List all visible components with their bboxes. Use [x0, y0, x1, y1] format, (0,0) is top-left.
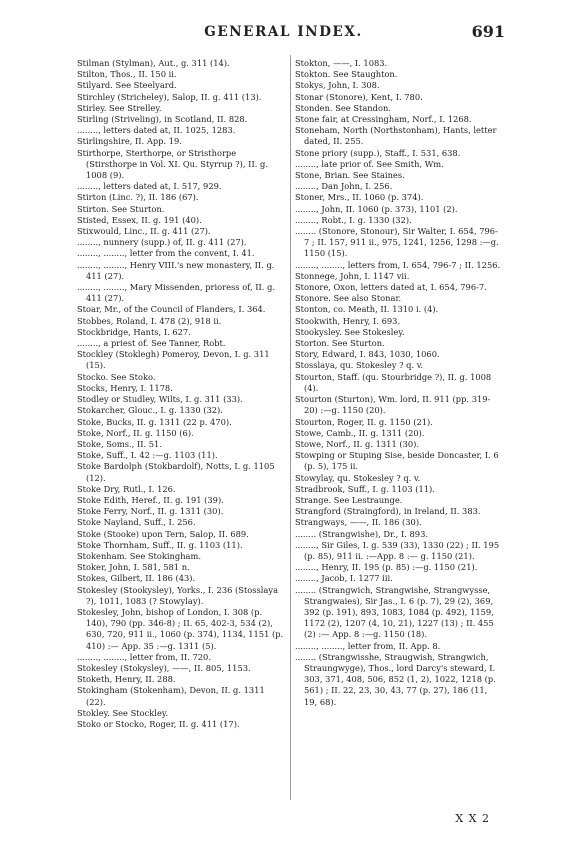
index-entry: Stonar (Stonore), Kent, I. 780. [295, 91, 423, 102]
index-entry: Stoke Ferry, Norf., II. g. 1311 (30). [77, 506, 224, 517]
printer-signature: X X 2 [455, 812, 490, 825]
index-entry: ........, ........, letter from the convent, I. 41. [77, 248, 255, 259]
index-entry: Stirthorpe, Sterthorpe, or Stristhorpe (Stirsthorpe in Vol. XI. Qu. Styrrup ?), II. g. 1008 (9). [77, 147, 268, 181]
index-entry: Stockbridge, Hants, I. 627. [77, 326, 191, 337]
index-entry: ........ (Strangwich, Strangwishe, Strangwysse, Strangwaies), Sir Jas., I. 6 (p. 7), 29 (2), 369, 392 (p. 191), 893, 1083, 1084 (p. 492), 1159, 1172 (2), 1207 (4, 10, 21), 1227 (13) ; II. 455 (2) :— App. 8 :—g. 1150 (18). [295, 584, 494, 640]
index-entry: ........, ........, letter from, II. App. 8. [295, 640, 441, 651]
index-entry: Stoketh, Henry, II. 288. [77, 674, 176, 685]
index-entry: Stokesley (Stookysley), Yorks., I. 236 (Stosslaya ?), 1011, 1083 (? Stowylay). [77, 584, 279, 606]
index-entry: ........, letters dated at, II. 1025, 1283. [77, 125, 236, 136]
index-entry: Stoke, Suff., I. 42 :—g. 1103 (11). [77, 450, 218, 461]
index-entry: Stocko. See Stoko. [77, 371, 156, 382]
index-entry: ........ (Strangwisshe, Straugwish, Strangwich, Straungwyge), Thos., lord Darcy's steward, I. 303, 371, 408, 506, 852 (1, 2), 1022, 1218 (p. 561) ; II. 22, 23, 30, 43, 77 (p. 27), 186 (11, 19, 68). [295, 651, 496, 707]
page-header [0, 24, 567, 44]
index-entry: Stoke, Norf., II. g. 1150 (6). [77, 427, 194, 438]
index-entry: Stokton, ——, I. 1083. [295, 58, 388, 68]
index-entry: Stoke Dry, Rutl., I. 126. [77, 483, 176, 494]
index-entry: Stowe, Norf., II. g. 1311 (30). [295, 438, 420, 449]
index-entry: Stilyard. See Steelyard. [77, 80, 177, 91]
index-entry: Stoner, Mrs., II. 1060 (p. 374). [295, 192, 424, 203]
index-entry: ........, nunnery (supp.) of, II. g. 411 (27). [77, 237, 247, 248]
index-entry: Stonore, Oxon, letters dated at, I. 654, 796-7. [295, 282, 487, 293]
index-entry: Stixwould, Linc., II. g. 411 (27). [77, 226, 211, 237]
index-entry: Stockley (Stoklegh) Pomeroy, Devon, I. g. 311 (15). [77, 349, 270, 371]
index-entry: Stoke Nayland, Suff., I. 256. [77, 517, 196, 528]
index-entry: Stoke, Bucks, II. g. 1311 (22 p. 470). [77, 416, 232, 427]
index-entry: ........, John, II. 1060 (p. 373), 1101 (2). [295, 203, 458, 214]
index-entry: Stoke, Soms., II. 51. [77, 438, 162, 449]
index-entry: Stonnege, John, I. 1147 vii. [295, 270, 410, 281]
index-entry: Strangways, ——, II. 186 (30). [295, 517, 422, 528]
index-entry: ........ (Strangwishe), Dr., I. 893. [295, 528, 428, 539]
index-entry: Stilton, Thos., II. 150 ii. [77, 69, 177, 80]
index-entry: Stowping or Stuping Sise, beside Doncaster, I. 6 (p. 5), 175 ii. [295, 450, 499, 472]
index-entry: Stokton. See Staughton. [295, 69, 398, 80]
index-entry: Stourton, Roger, II. g. 1150 (21). [295, 416, 433, 427]
index-entry: Strange. See Lestraunge. [295, 494, 403, 505]
index-entry: Stirlingshire, II. App. 19. [77, 136, 182, 147]
index-entry: ........, late prior of. See Smith, Wm. [295, 158, 444, 169]
page-number: 691 [471, 22, 505, 41]
index-entry: Stokarcher, Glouc., I. g. 1330 (32). [77, 405, 223, 416]
index-entry: Stowe, Camb., II. g. 1311 (20). [295, 427, 425, 438]
column-divider [290, 55, 291, 800]
index-entry: Stokys, John, I. 308. [295, 80, 380, 91]
index-entry: Stokingham (Stokenham), Devon, II. g. 1311 (22). [77, 685, 265, 707]
index-entry: ........, a priest of. See Tanner, Robt. [77, 338, 226, 349]
index-entry: Stokes, Gilbert, II. 186 (43). [77, 573, 196, 584]
index-entry: Stradbrook, Suff., I. g. 1103 (11). [295, 483, 435, 494]
index-entry: Stosslaya, qu. Stokesley ? q. v. [295, 360, 424, 371]
index-entry: ........, Henry, II. 195 (p. 85) :—g. 1150 (21). [295, 562, 478, 573]
index-entry: ........, ........, Mary Missenden, prioress of, II. g. 411 (27). [77, 282, 276, 304]
index-entry: Storton. See Sturton. [295, 338, 385, 349]
index-entry: Stonore. See also Stonar. [295, 293, 402, 304]
index-entry: Stirton. See Sturton. [77, 203, 165, 214]
page-title: GENERAL INDEX. [204, 24, 363, 40]
index-entry: ........, Sir Giles, I. g. 539 (33), 1330 (22) ; II. 195 (p. 85), 911 ii. :—App. 8 :— g. 1150 (21). [295, 539, 500, 561]
index-entry: Stokley. See Stockley. [77, 707, 169, 718]
index-entry: ........, ........, letters from, I. 654, 796-7 ; II. 1256. [295, 259, 501, 270]
index-entry: Stookysley. See Stokesley. [295, 326, 405, 337]
index-entry: Stokesley, John, bishop of London, I. 308 (p. 140), 790 (pp. 346-8) ; II. 65, 402-3, 534 (2), 630, 720, 911 ii., 1060 (p. 374), 1134, 1151 (p. 410) :— App. 35 :—g. 1311 (5). [77, 606, 284, 651]
index-entry: Stoke Edith, Heref., II. g. 191 (39). [77, 494, 224, 505]
index-entry: ........, ........, letter from, II. 720. [77, 651, 211, 662]
index-entry: Stisted, Essex, II. g. 191 (40). [77, 214, 202, 225]
index-entry: Stourton (Sturton), Wm. lord, II. 911 (pp. 319-20) :—g. 1150 (20). [295, 394, 491, 416]
index-entry: Stilman (Stylman), Aut., g. 311 (14). [77, 58, 230, 68]
index-entry: Stirchley (Stricheley), Salop, II. g. 411 (13). [77, 91, 262, 102]
index-entry: Stowylay, qu. Stokesley ? q. v. [295, 472, 421, 483]
index-entry: Stirling (Striveling), in Scotland, II. 828. [77, 114, 248, 125]
index-entry: Stone, Brian. See Staines. [295, 170, 405, 181]
index-entry: Strangford (Straingford), in Ireland, II. 383. [295, 506, 481, 517]
index-entry: ........, ........, Henry VIII.'s new monastery, II. g. 411 (27). [77, 259, 275, 281]
index-entry: Story, Edward, I. 843, 1030, 1060. [295, 349, 440, 360]
index-column-right [295, 58, 503, 708]
index-entry: Stone priory (supp.), Staff., I. 531, 638. [295, 147, 461, 158]
index-entry: Stoneham, North (Northstonham), Hants, letter dated, II. 255. [295, 125, 497, 147]
index-entry: Stookwith, Henry, I. 693. [295, 315, 401, 326]
index-entry: ........ (Stonore, Stonour), Sir Walter, I. 654, 796-7 ; II. 157, 911 ii., 975, 1241, 1256, 1298 :—g. 1150 (15). [295, 226, 499, 259]
index-entry: Stoker, John, I. 581, 581 n. [77, 562, 190, 573]
index-entry: Stobbes, Roland, I. 478 (2), 918 ii. [77, 315, 222, 326]
index-entry: ........, Jacob, I. 1277 iii. [295, 573, 393, 584]
index-entry: Stokesley (Stokysley), ——, II. 805, 1153. [77, 662, 251, 673]
index-entry: Stone fair, at Cressingham, Norf., I. 1268. [295, 114, 472, 125]
index-entry: Stocks, Henry, I. 1178. [77, 382, 173, 393]
index-entry: Stourton, Staff. (qu. Stourbridge ?), II. g. 1008 (4). [295, 371, 492, 393]
index-entry: Stoar, Mr., of the Council of Flanders, I. 364. [77, 304, 266, 315]
index-entry: Stonden. See Standon. [295, 102, 391, 113]
index-entry: Stirton (Linc. ?), II. 186 (67). [77, 192, 199, 203]
index-entry: Stodley or Studley, Wilts, I. g. 311 (33). [77, 394, 243, 405]
index-entry: Stoko or Stocko, Roger, II. g. 411 (17). [77, 718, 240, 729]
index-entry: Stoke Thornham, Suff., II. g. 1103 (11). [77, 539, 243, 550]
index-entry: Stirley. See Strelley. [77, 102, 162, 113]
index-entry: ........, letters dated at, I. 517, 929. [77, 181, 222, 192]
index-column-left [77, 58, 285, 730]
index-entry: Stonton, co. Meath, II. 1310 i. (4). [295, 304, 439, 315]
index-entry: Stoke Bardolph (Stokbardolf), Notts, I. g. 1105 (12). [77, 461, 275, 483]
index-entry: ........, Robt., I. g. 1330 (32). [295, 214, 412, 225]
index-entry: Stokenham. See Stokingham. [77, 550, 202, 561]
index-entry: ........, Dan John, I. 256. [295, 181, 393, 192]
index-entry: Stoke (Stooke) upon Tern, Salop, II. 689. [77, 528, 249, 539]
